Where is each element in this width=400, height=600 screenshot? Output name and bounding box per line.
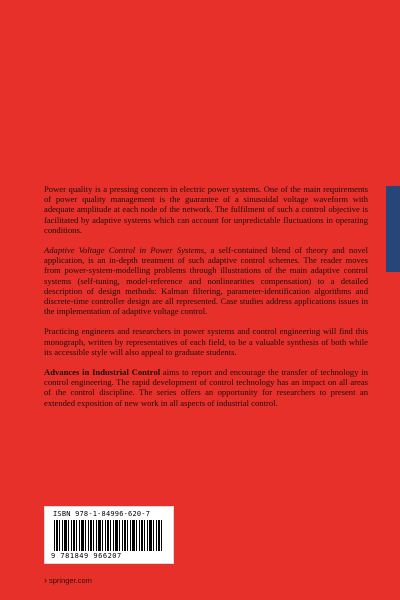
spine-color-tab: [386, 186, 400, 272]
audience-paragraph: Practicing engineers and researchers in power systems and control engineering will find this monograph, written by representatives of each field, to be a valuable synthesis of both while its accessible style will also appeal to graduate students.: [44, 326, 368, 357]
series-description: aims to report and encourage the transfer of technology in control engineering. The rapid development of control technology has an impact on all areas of the control discipline. The series offers an opportunity for researchers to present an extended exposition of new work in all aspects of industrial control.: [44, 367, 368, 408]
isbn-label: ISBN 978-1-84996-620-7: [53, 510, 151, 518]
book-title-italic: Adaptive Voltage Control in Power Systems,: [44, 245, 207, 256]
publisher-link[interactable]: [44, 575, 92, 585]
book-description-text: a self-contained blend of theory and novel application, is an in-depth treatment of such adaptive control schemes. The reader moves from power-system-modelling problems through illustrations of the main adaptive control systems (self-tuning, model-reference and nonlinearities compensation) to a detailed description of design methods: Kalman filtering, parameter-identification algorithms and discrete-time controller design are all represented. Case studies address applications issues in the implementation of adaptive voltage control.: [44, 245, 368, 317]
back-cover-text: [44, 184, 368, 418]
chevron-right-icon: ›: [44, 575, 47, 585]
book-description-paragraph: [44, 245, 368, 316]
isbn-barcode-block: [44, 506, 174, 564]
series-name: Advances in Industrial Control: [44, 367, 161, 378]
intro-paragraph: Power quality is a pressing concern in electric power systems. One of the main requirements of power quality management is the guarantee of a sinusoidal voltage waveform with adequate amplitude at each node of the network. The fulfilment of such a control objective is facilitated by adaptive systems which can account for unpredictable fluctuations in operating conditions.: [44, 184, 368, 235]
series-paragraph: [44, 367, 368, 408]
barcode-image: [54, 520, 164, 551]
publisher-url: springer.com: [49, 576, 92, 585]
barcode-number: 9 781849 966207: [51, 552, 122, 560]
